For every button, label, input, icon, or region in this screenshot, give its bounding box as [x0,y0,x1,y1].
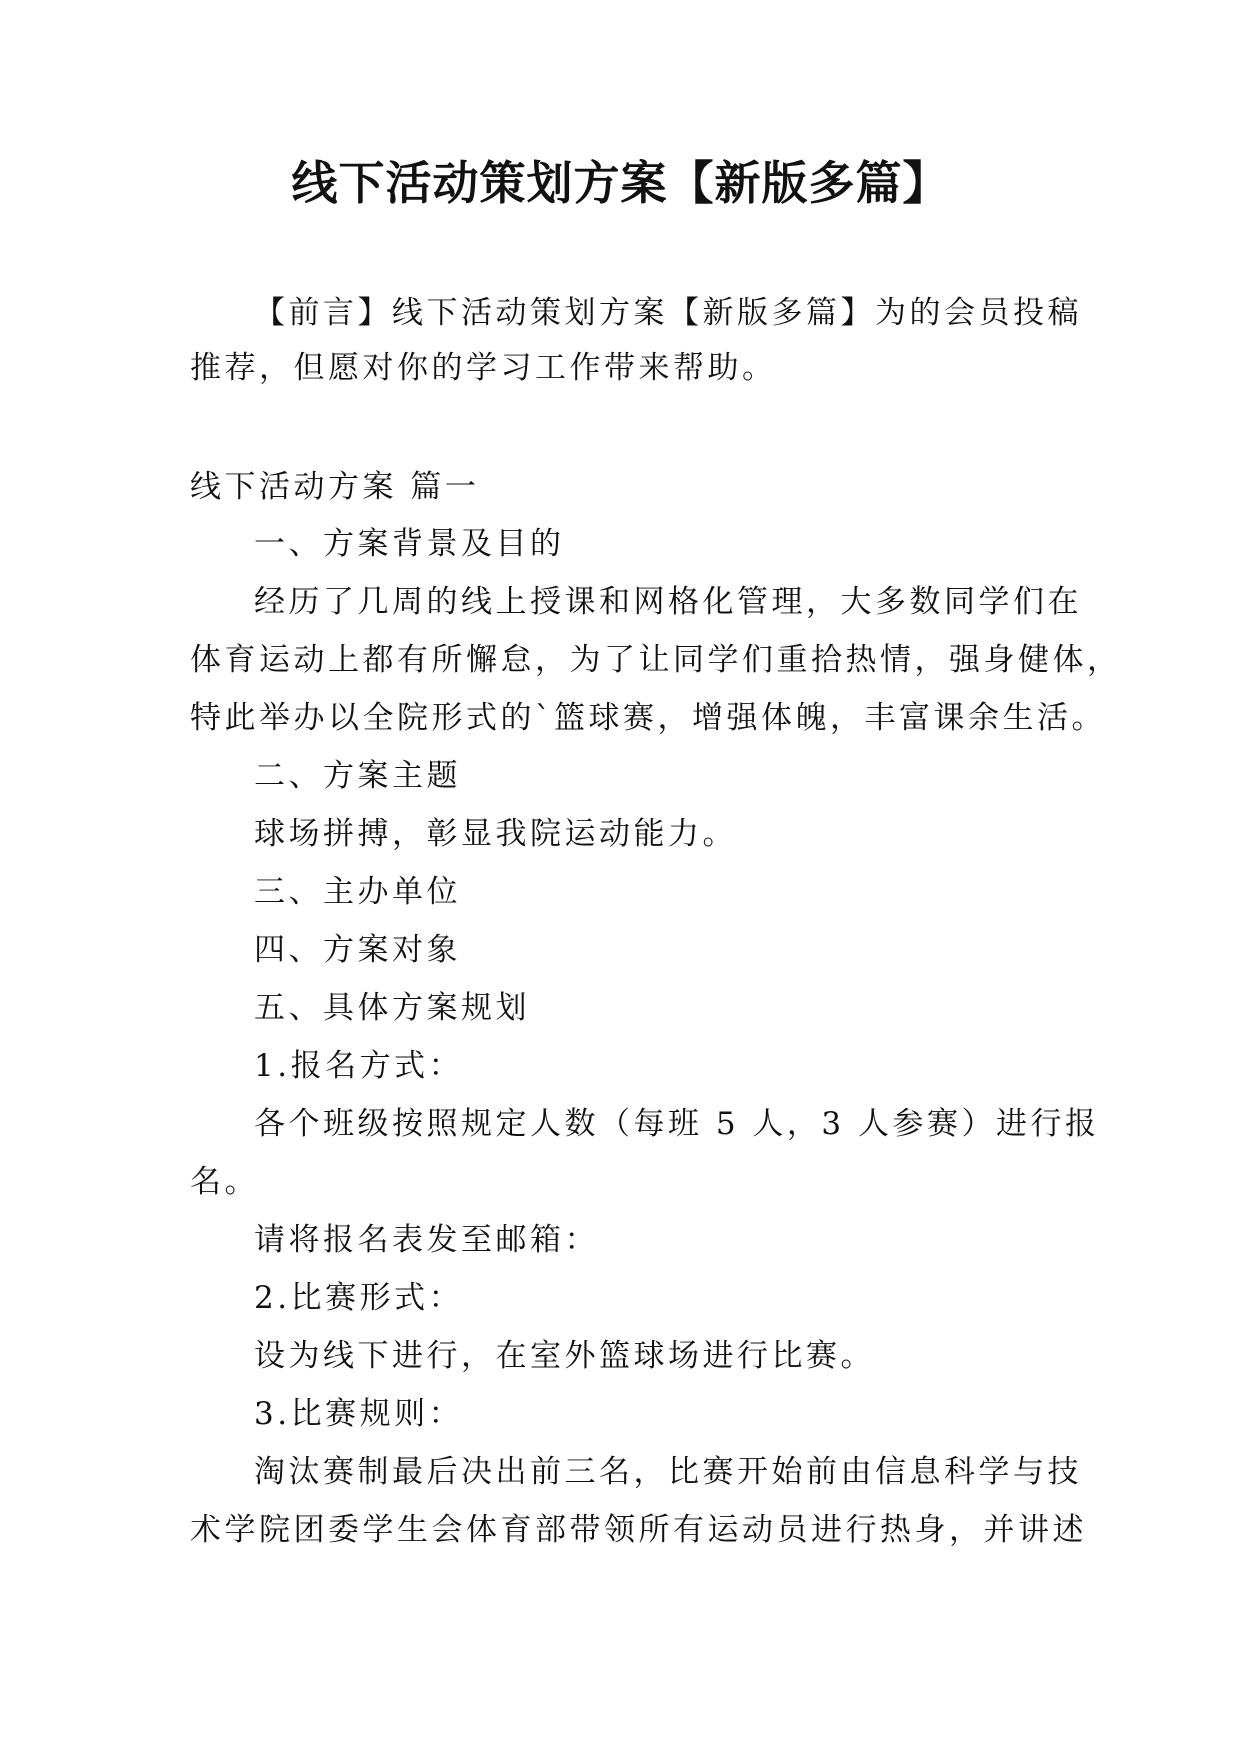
paragraph-line: 经历了几周的线上授课和网格化管理，大多数同学们在 [254,584,1082,620]
heading-4: 四、方案对象 [254,932,461,968]
paragraph-line: 术学院团委学生会体育部带领所有运动员进行热身，并讲述 [190,1512,1087,1548]
document-title: 线下活动策划方案【新版多篇】 [291,156,950,210]
section-heading: 线下活动方案 篇一 [190,469,480,505]
subheading-1: 1.报名方式： [254,1048,464,1084]
paragraph-line: 设为线下进行，在室外篮球场进行比赛。 [254,1338,875,1374]
paragraph-line: 体育运动上都有所懈怠，为了让同学们重拾热情，强身健体， [190,642,1122,678]
paragraph-line: 名。 [190,1164,259,1200]
heading-3: 三、主办单位 [254,874,461,910]
paragraph-line: 各个班级按照规定人数（每班 5 人，3 人参赛）进行报 [254,1106,1100,1142]
subheading-3: 3.比赛规则： [254,1396,464,1432]
preface-line-2: 推荐，但愿对你的学习工作带来帮助。 [190,350,777,386]
heading-1: 一、方案背景及目的 [254,526,565,562]
subheading-2: 2.比赛形式： [254,1280,464,1316]
paragraph-line: 特此举办以全院形式的`篮球赛，增强体魄，丰富课余生活。 [190,700,1106,736]
heading-2: 二、方案主题 [254,758,461,794]
preface-line-1: 【前言】线下活动策划方案【新版多篇】为的会员投稿 [254,295,1082,331]
paragraph-line: 请将报名表发至邮箱： [254,1222,599,1258]
heading-5: 五、具体方案规划 [254,990,530,1026]
paragraph-line: 淘汰赛制最后决出前三名，比赛开始前由信息科学与技 [254,1454,1082,1490]
paragraph-line: 球场拼搏，彰显我院运动能力。 [254,816,737,852]
